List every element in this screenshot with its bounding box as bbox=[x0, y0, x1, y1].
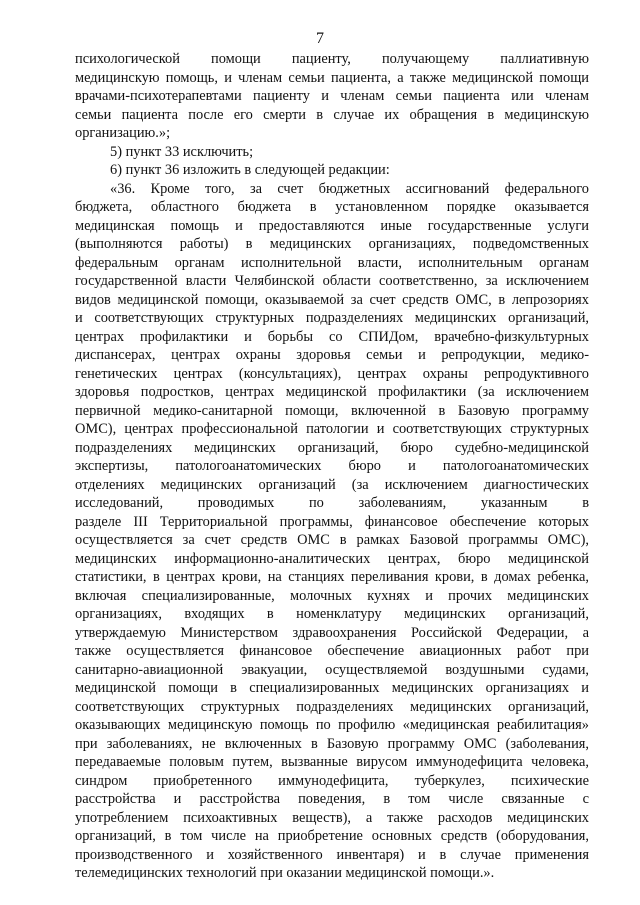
text-line: санитарно-авиационной эвакуации, осуществляемой воздушными судами, bbox=[75, 661, 589, 678]
text-line: организаций, в том числе на приобретение основных средств (оборудования, bbox=[75, 828, 589, 844]
text-line: здоровья подростков, центрах медицинской профилактики (за исключением bbox=[75, 384, 589, 400]
page-number: 7 bbox=[316, 30, 324, 47]
text-line: телемедицинских технологий при оказании медицинской помощи.». bbox=[75, 865, 495, 881]
text-line: соответствующих структурных подразделениях медицинских организаций, bbox=[75, 698, 589, 715]
text-line: производственного и хозяйственного инвентаря) и в случае применения bbox=[75, 846, 589, 863]
text-line: бюджета, областного бюджета в установленном порядке оказывается bbox=[75, 199, 589, 215]
text-line: подразделениях медицинских организаций, бюро судебно-медицинской bbox=[75, 439, 589, 456]
text-line: психологической помощи пациенту, получающему паллиативную bbox=[75, 51, 589, 67]
text-line: медицинская помощь и предоставляются иные государственные услуги bbox=[75, 217, 589, 234]
text-line: врачами-психотерапевтами пациенту и членам семьи пациента или членам bbox=[75, 88, 589, 104]
text-line: 6) пункт 36 изложить в следующей редакции: bbox=[110, 162, 390, 178]
text-line: 5) пункт 33 исключить; bbox=[110, 143, 254, 160]
text-line: (выполняются работы) в медицинских организациях, подведомственных bbox=[75, 236, 589, 252]
text-line: федеральным органам исполнительной власти, исполнительным органам bbox=[75, 254, 589, 271]
text-line: видов медицинской помощи, оказываемой за счет средств ОМС, в лепрозориях bbox=[75, 291, 589, 308]
text-line: также осуществляется финансовое обеспечение авиационных работ при bbox=[75, 643, 589, 659]
text-line: исследований, проводимых по заболеваниям, указанным в bbox=[75, 495, 589, 511]
text-line: статистики, в центрах крови, на станциях переливания крови, в домах ребенка, bbox=[75, 569, 589, 585]
text-line: употреблением психоактивных веществ), а также расходов медицинских bbox=[75, 809, 589, 826]
text-line: при заболеваниях, не включенных в Базовую программу ОМС (заболевания, bbox=[75, 735, 589, 752]
text-line: центрах профилактики и борьбы со СПИДом, врачебно-физкультурных bbox=[75, 328, 589, 345]
text-line: генетических центрах (консультациях), центрах охраны репродуктивного bbox=[75, 365, 589, 382]
text-line: диспансерах, центрах охраны здоровья семьи и репродукции, медико- bbox=[75, 347, 589, 363]
text-line: утверждаемую Министерством здравоохранения Российской Федерации, а bbox=[75, 624, 589, 641]
text-line: передаваемые половым путем, вызванные вирусом иммунодефицита человека, bbox=[75, 754, 589, 770]
text-line: организацию.»; bbox=[75, 125, 171, 141]
text-line: включая специализированные, молочных кухнях и прочих медицинских bbox=[75, 587, 589, 604]
text-line: «36. Кроме того, за счет бюджетных ассигнований федерального bbox=[110, 180, 589, 197]
text-line: отделениях медицинских организаций (за исключением диагностических bbox=[75, 476, 589, 493]
text-line: синдром приобретенного иммунодефицита, туберкулез, психические bbox=[75, 772, 589, 789]
document-body bbox=[75, 50, 589, 883]
text-line: и соответствующих структурных подразделениях медицинских организаций, bbox=[75, 310, 589, 326]
text-line: разделе III Территориальной программы, финансовое обеспечение которых bbox=[75, 513, 589, 530]
text-line: ОМС), центрах профессиональной патологии и соответствующих структурных bbox=[75, 421, 589, 437]
text-line: медицинскую помощь, и членам семьи пациента, а также медицинской помощи bbox=[75, 69, 589, 86]
text-line: расстройства и расстройства поведения, в том числе связанные с bbox=[75, 791, 589, 807]
text-line: организациях, входящих в номенклатуру медицинских организаций, bbox=[75, 606, 589, 622]
text-line: экспертизы, патологоанатомических бюро и патологоанатомических bbox=[75, 458, 589, 474]
text-line: государственной власти Челябинской области соответственно, за исключением bbox=[75, 273, 589, 289]
text-line: медицинских информационно-аналитических центрах, бюро медицинской bbox=[75, 550, 589, 567]
text-line: оказывающих медицинскую помощь по профилю «медицинская реабилитация» bbox=[75, 717, 589, 733]
text-line: осуществляется за счет средств ОМС в рамках Базовой программы ОМС), bbox=[75, 532, 589, 548]
text-line: медицинской помощи в специализированных медицинских организациях и bbox=[75, 680, 589, 696]
text-line: первичной медико-санитарной помощи, включенной в Базовую программу bbox=[75, 402, 589, 419]
text-line: семьи пациента после его смерти в случае их обращения в медицинскую bbox=[75, 106, 589, 123]
